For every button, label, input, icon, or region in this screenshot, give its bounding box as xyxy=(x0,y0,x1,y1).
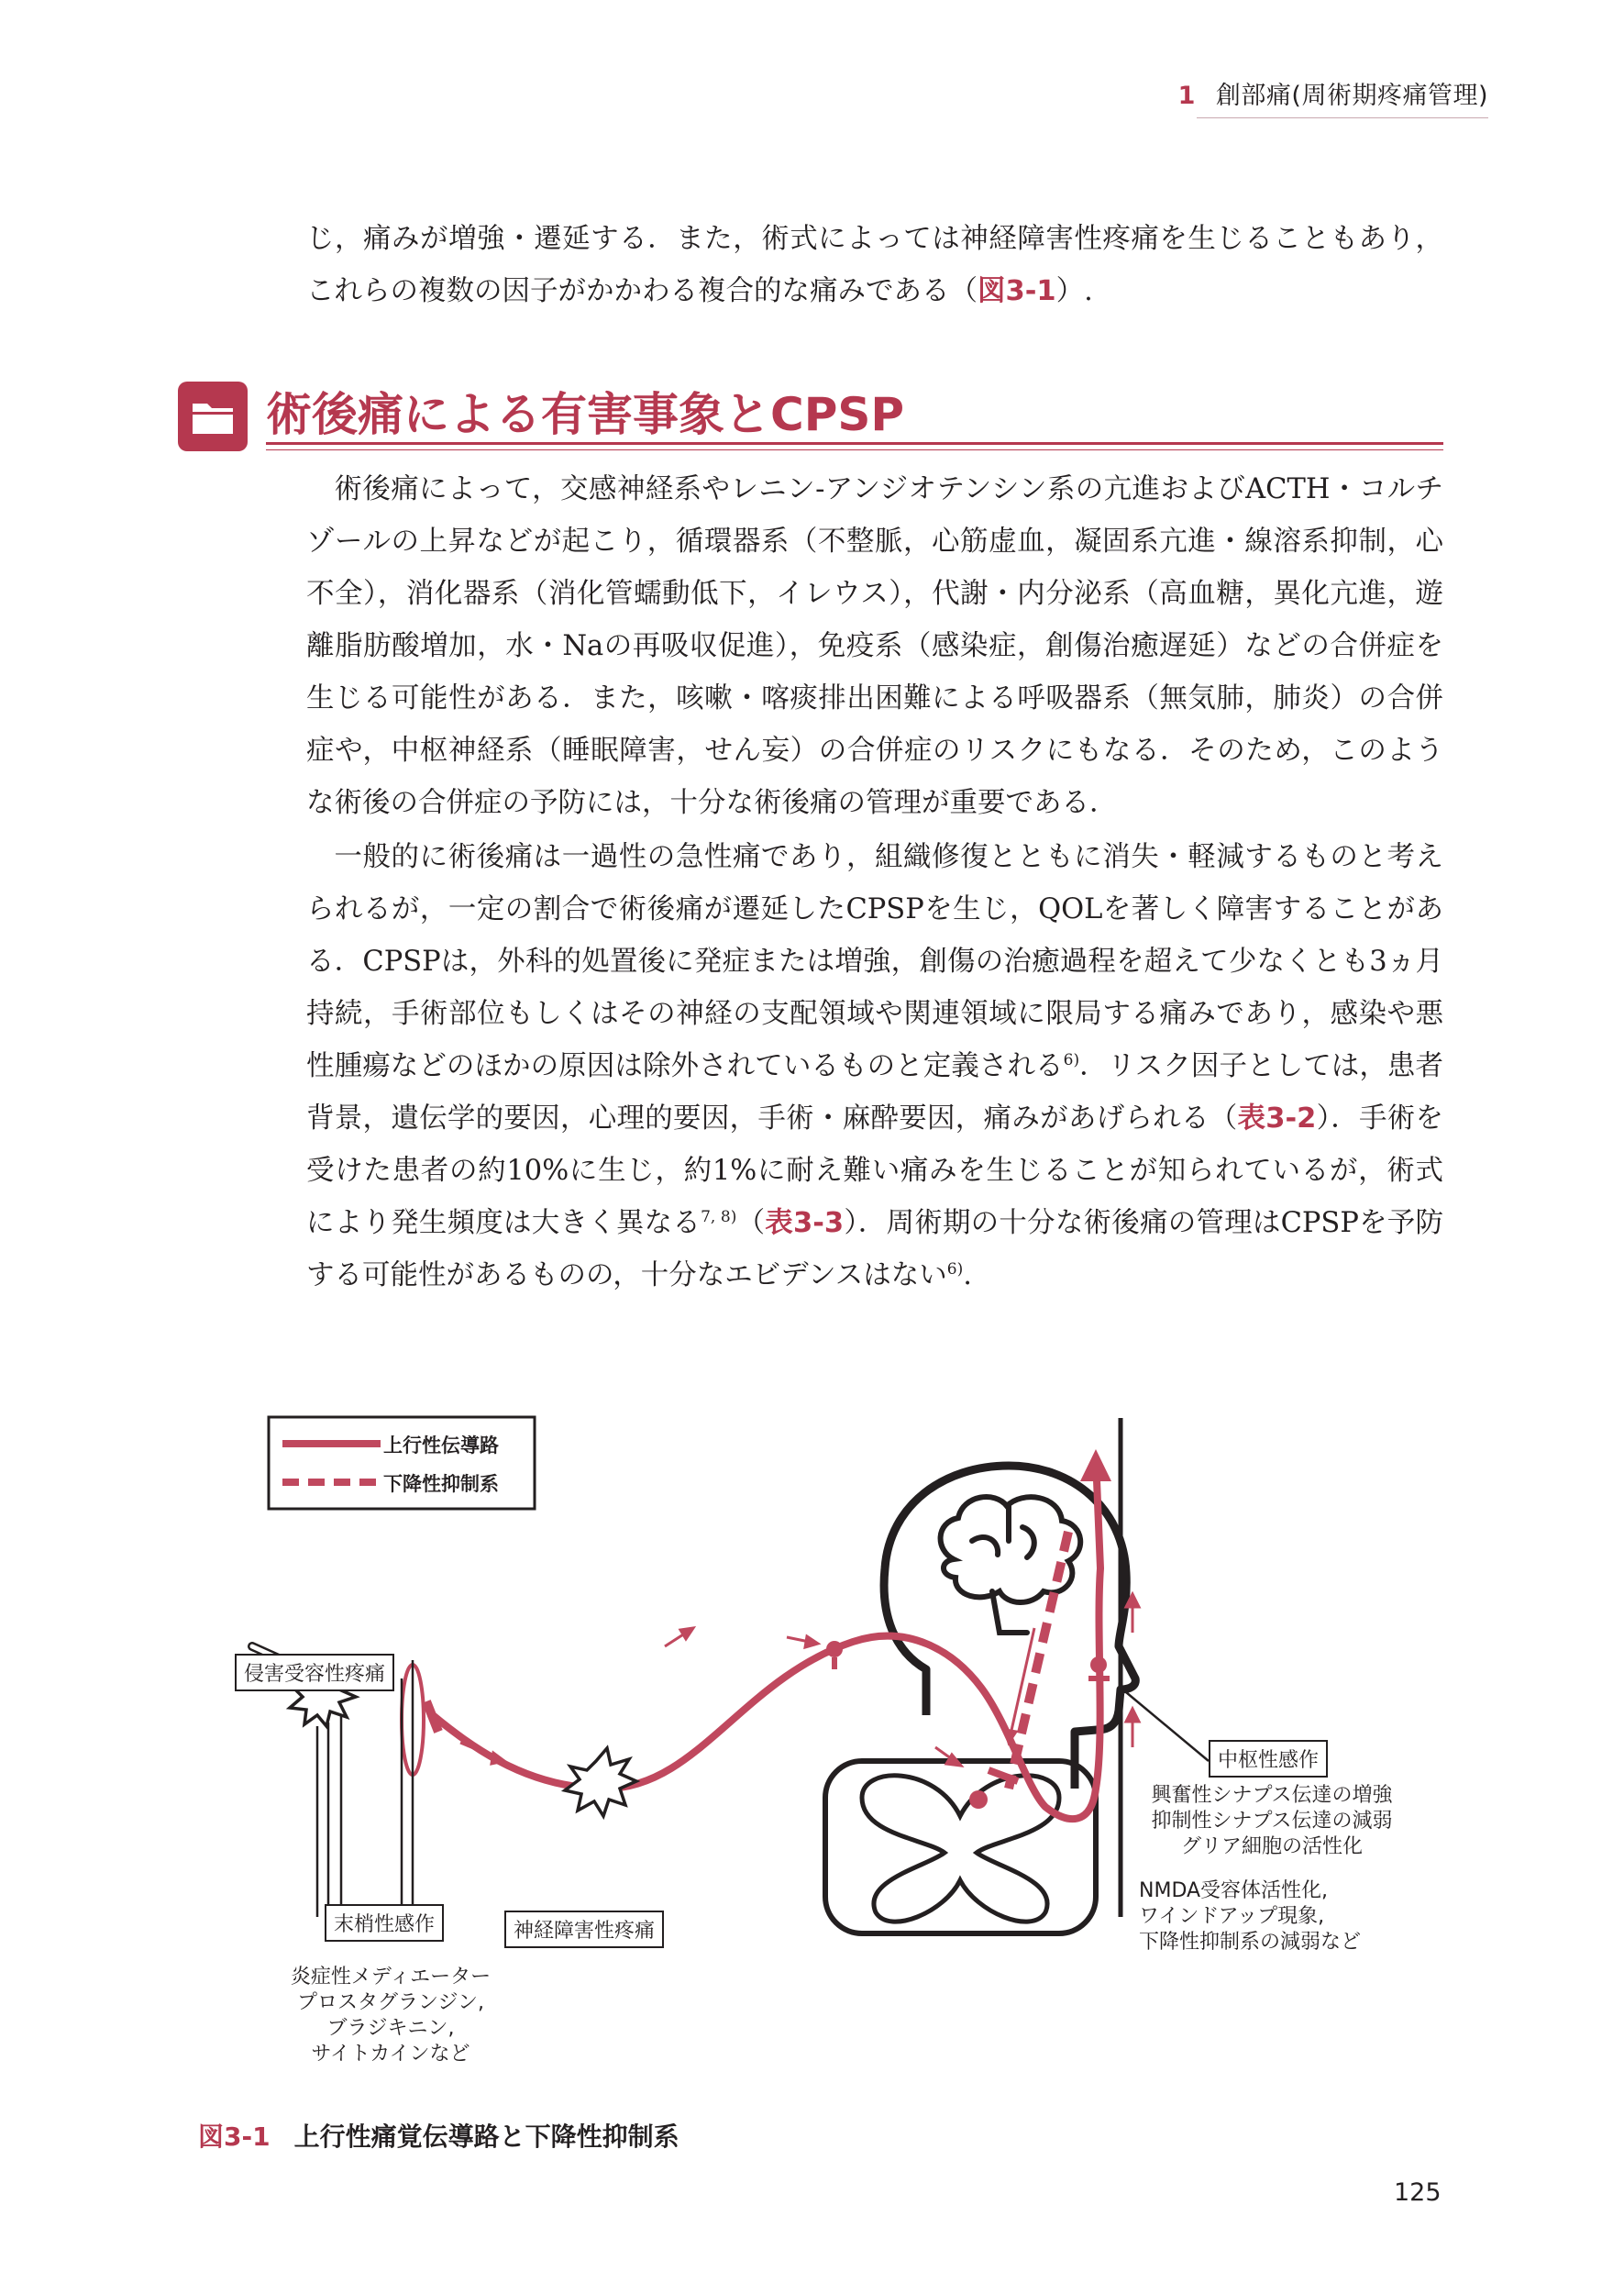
nociceptive-pain-label: 侵害受容性疼痛 xyxy=(235,1654,394,1691)
paragraph-text: . xyxy=(963,1259,972,1291)
mediator-title: 炎症性メディエーター xyxy=(290,1966,492,1988)
central-item: グリア細胞の活性化 xyxy=(1180,1835,1363,1858)
paragraph-text: じ，痛みが増強・遷延する．また，術式によっては神経障害性疼痛を生じることもあり，これらの複数の因子がかかわる複合的な痛みである（ xyxy=(306,223,1443,307)
neuropathic-burst-icon xyxy=(565,1748,636,1816)
peripheral-sensitization-label: 末梢性感作 xyxy=(325,1904,444,1942)
central-item: 興奮性シナプス伝達の増強 xyxy=(1151,1784,1393,1807)
running-header xyxy=(1178,75,1488,111)
section-rule-thin xyxy=(266,449,1443,450)
figure-reference[interactable]: 図3-1 xyxy=(978,275,1056,307)
chapter-title: 創部痛(周術期疼痛管理) xyxy=(1215,82,1488,110)
citation: 7, 8) xyxy=(701,1207,737,1226)
paragraph-text: （ xyxy=(736,1207,766,1239)
paragraph-complications: 術後痛によって，交感神経系やレニン-アンジオテンシン系の亢進およびACTH・コルチゾールの上昇などが起こり，循環器系（不整脈，心筋虚血，凝固系亢進・線溶系抑制，心不全），消化器系（消化管蠕動低下，イレウス），代謝・内分泌系（高血糖，異化亢進，遊離脂肪酸増加，水・Naの再吸収促進），免疫系（感染症，創傷治癒遅延）などの合併症を生じる可能性がある．また，咳嗽・喀痰排出困難による呼吸器系（無気肺，肺炎）の合併症や，中枢神経系（睡眠障害，せん妄）の合併症のリスクにもなる．そのため，このような術後の合併症の予防には，十分な術後痛の管理が重要である． xyxy=(306,473,1443,819)
synapse-circle xyxy=(969,1790,988,1809)
mediator-item: サイトカインなど xyxy=(311,2043,470,2066)
mediator-item: プロスタグランジン, xyxy=(297,1991,484,2014)
gray-matter xyxy=(862,1776,1059,1922)
caption-title: 上行性痛覚伝導路と下降性抑制系 xyxy=(293,2121,679,2152)
paragraph-text: ）. xyxy=(1055,275,1093,307)
paragraph-text: ）．周術期の十分な術後痛の管理はCPSPを予防する可能性があるものの，十分なエビデンスはない xyxy=(306,1207,1444,1291)
descending-pathway-line xyxy=(1009,1532,1068,1789)
central-item: NMDA受容体活性化, xyxy=(1139,1879,1329,1902)
central-item: 抑制性シナプス伝達の減弱 xyxy=(1151,1810,1393,1833)
caption-number: 図3-1 xyxy=(198,2121,271,2152)
section-title: 術後痛による有害事象とCPSP xyxy=(266,388,904,441)
paragraph-intro xyxy=(306,213,1443,317)
folder-icon xyxy=(178,382,248,451)
citation: 6) xyxy=(946,1259,964,1279)
section-rule xyxy=(266,442,1443,445)
direction-arrows xyxy=(460,1594,1139,1766)
paragraph-text: 一般的に術後痛は一過性の急性痛であり，組織修復とともに消失・軽減するものと考えられるが，一定の割合で術後痛が遷延したCPSPを生じ，QOLを著しく障害することがある．CPSPは，外科的処置後に発症または増強，創傷の治癒過程を超えて少なくとも3ヵ月持続，手術部位もしくはその神経の支配領域や関連領域に限局する痛みであり，感染や悪性腫瘍などのほかの原因は除外されているものと定義される xyxy=(306,841,1443,1082)
paragraph-cpsp xyxy=(306,831,1443,1302)
header-rule xyxy=(1197,117,1488,118)
page-number: 125 xyxy=(1394,2178,1442,2207)
paragraph-text: ．リスク因子としては，患者背景，遺伝学的要因，心理的要因，手術・麻酔要因，痛みがあげられる（ xyxy=(306,1050,1444,1135)
section-heading xyxy=(178,374,1443,448)
figure-caption xyxy=(198,2117,679,2154)
legend-descending-label: 下降性抑制系 xyxy=(383,1473,499,1495)
ascending-pathway-line xyxy=(433,1458,1100,1819)
citation: 6) xyxy=(1063,1050,1080,1069)
legend-ascending-label: 上行性伝導路 xyxy=(383,1435,499,1457)
chapter-number: 1 xyxy=(1177,82,1196,110)
neuropathic-pain-label: 神経障害性疼痛 xyxy=(504,1911,664,1948)
paragraph-text: ）．手術を受けた患者の約10%に生じ，約1%に耐え難い痛みを生じることが知られているが，術式により発生頻度は大きく異なる xyxy=(306,1102,1444,1239)
mediator-item: ブラジキニン, xyxy=(326,2017,455,2040)
central-item: ワインドアップ現象, xyxy=(1139,1905,1325,1928)
ascending-arrowhead xyxy=(1080,1449,1111,1481)
synapse-circle xyxy=(826,1641,843,1657)
table-reference[interactable]: 表3-3 xyxy=(765,1207,845,1239)
central-item: 下降性抑制系の減弱など xyxy=(1139,1931,1362,1954)
figure-pain-pathway xyxy=(202,1403,1431,2119)
table-reference[interactable]: 表3-2 xyxy=(1237,1102,1317,1135)
central-sensitization-label: 中枢性感作 xyxy=(1209,1740,1328,1778)
nerve-terminal-lines xyxy=(317,1715,341,1917)
synapse-circle xyxy=(1090,1656,1107,1673)
